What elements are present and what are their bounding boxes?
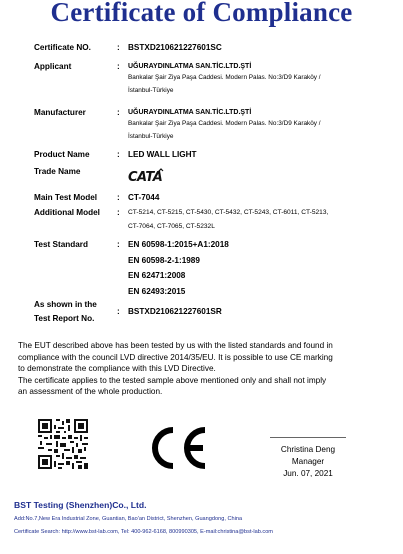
certificate-no-value: BSTXD210621227601SC — [128, 43, 222, 52]
footer-contact: Certificate Search: http://www.bst-lab.com, Tel: 400-962-6168, 800990305, E-mail:christina@bst-lab.com — [14, 529, 273, 535]
applicant-address-line2: İstanbul-Türkiye — [128, 87, 174, 94]
manufacturer-name: UĞURAYDINLATMA SAN.TİC.LTD.ŞTİ — [128, 109, 252, 116]
qr-code-icon — [38, 419, 88, 469]
statement-line: compliance with the council LVD directive 2014/35/EU. It is possible to use CE marking — [18, 352, 333, 362]
product-name-label: Product Name — [34, 150, 90, 159]
test-standard-3: EN 62471:2008 — [128, 271, 186, 280]
test-report-value: BSTXD210621227601SR — [128, 307, 222, 316]
colon: : — [117, 108, 120, 117]
additional-model-line1: CT-5214, CT-5215, CT-5430, CT-5432, CT-5243, CT-6011, CT-5213, — [128, 209, 329, 216]
colon: : — [117, 307, 120, 316]
product-name-value: LED WALL LIGHT — [128, 150, 197, 159]
main-test-model-label: Main Test Model — [34, 193, 98, 202]
test-standard-4: EN 62493:2015 — [128, 287, 186, 296]
applicant-label: Applicant — [34, 62, 72, 71]
certificate-title: Certificate of Compliance — [50, 0, 353, 27]
footer-address: Add:No.7,New Era Industrial Zone, Guantian, Bao'an District, Shenzhen, Guangdong, China — [14, 516, 243, 522]
colon: : — [117, 240, 120, 249]
test-report-label-line2: Test Report No. — [34, 314, 95, 323]
signature-date: Jun. 07, 2021 — [283, 469, 333, 478]
trade-name-label: Trade Name — [34, 167, 81, 176]
statement-line: an assessment of the whole production. — [18, 387, 163, 396]
statement-line: The EUT described above has been tested by us with the listed standards and found in — [18, 341, 333, 350]
certificate-no-label: Certificate NO. — [34, 43, 91, 52]
signer-title: Manager — [291, 457, 325, 466]
statement-paragraph — [18, 340, 390, 398]
manufacturer-address-line1: Bankalar Şair Ziya Paşa Caddesi. Modern Palas. No:3/D9 Karaköy / — [128, 120, 321, 127]
test-standard-1: EN 60598-1:2015+A1:2018 — [128, 240, 229, 249]
applicant-name: UĞURAYDINLATMA SAN.TİC.LTD.ŞTİ — [128, 63, 252, 70]
manufacturer-label: Manufacturer — [34, 108, 86, 117]
colon: : — [117, 150, 120, 159]
ce-mark-icon — [143, 424, 213, 472]
colon: : — [117, 208, 120, 217]
applicant-address-line1: Bankalar Şair Ziya Paşa Caddesi. Modern Palas. No:3/D9 Karaköy / — [128, 74, 321, 81]
footer-company: BST Testing (Shenzhen)Co., Ltd. — [14, 500, 147, 510]
colon: : — [117, 193, 120, 202]
statement-line: to demonstrate the compliance with this LVD Directive. — [18, 364, 216, 373]
svg-text:CATA: CATA — [128, 170, 163, 185]
statement-line: The certificate applies to the tested sample above mentioned only and shall not imply — [18, 375, 327, 385]
colon: : — [117, 62, 120, 71]
signer-name: Christina Deng — [280, 445, 336, 454]
signature-line — [270, 437, 346, 438]
colon: : — [117, 43, 120, 52]
additional-model-label: Additional Model — [34, 208, 100, 217]
test-standard-label: Test Standard — [34, 240, 88, 249]
test-report-label-line1: As shown in the — [34, 300, 97, 309]
cata-logo — [128, 167, 174, 185]
main-test-model-value: CT-7044 — [128, 193, 160, 202]
test-standard-2: EN 60598-2-1:1989 — [128, 256, 200, 265]
additional-model-line2: CT-7064, CT-7065, CT-5232L — [128, 223, 215, 230]
manufacturer-address-line2: İstanbul-Türkiye — [128, 133, 174, 140]
